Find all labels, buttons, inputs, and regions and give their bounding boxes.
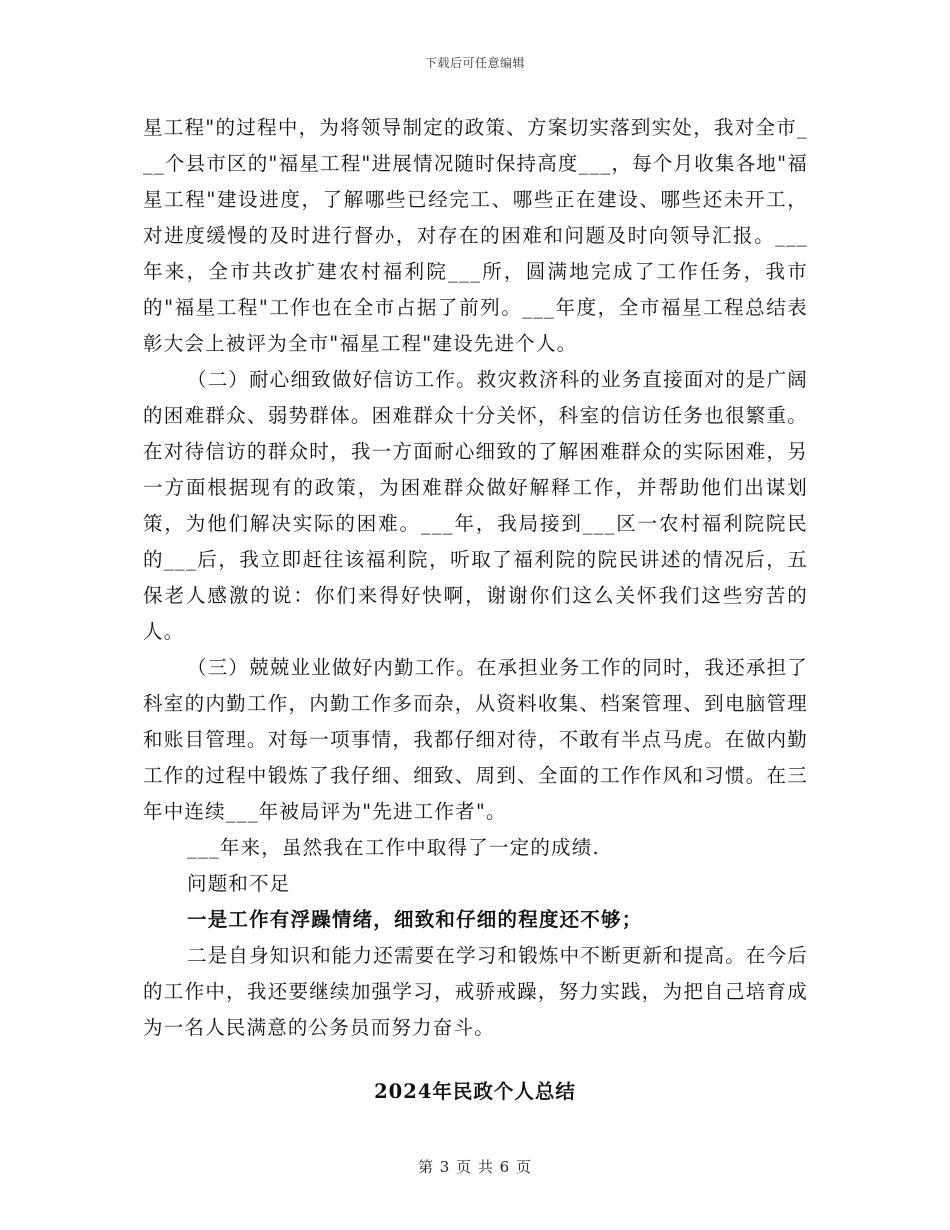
page-number: 第 3 页 共 6 页 [418,1158,532,1176]
paragraph-petition-work: （二）耐心细致做好信访工作。救灾救济科的业务直接面对的是广阔的困难群众、弱势群体。困难群众十分关怀，科室的信访任务也很繁重。在对待信访的群众时，我一方面耐心细致的了解困难群众的实际困难，另一方面根据现有的政策，为困难群众做好解释工作，并帮助他们出谋划策，为他们解决实际的困难。___年，我局接到___区一农村福利院院民的___后，我立即赶往该福利院，听取了福利院的院民讲述的情况后，五保老人感激的说：你们来得好快啊，谢谢你们这么关怀我们这些穷苦的人。 [143,368,809,643]
paragraph-problems-heading: 问题和不足 [187,872,291,895]
paragraph-internal-work: （三）兢兢业业做好内勤工作。在承担业务工作的同时，我还承担了科室的内勤工作，内勤工作多而杂，从资料收集、档案管理、到电脑管理和账目管理。对每一项事情，我都仔细对待，不敢有半点马虎。在做内勤工作的过程中锻炼了我仔细、细致、周到、全面的工作作风和习惯。在三年中连续___年被局评为"先进工作者"。 [143,656,809,823]
page-header: 下载后可任意编辑 [424,56,525,70]
paragraph-achievement: ___年来，虽然我在工作中取得了一定的成绩. [187,836,600,859]
paragraph-problem-two: 二是自身知识和能力还需要在学习和锻炼中不断更新和提高。在今后的工作中，我还要继续加强学习，戒骄戒躁，努力实践，为把自己培育成为一名人民满意的公务员而努力奋斗。 [143,944,809,1039]
next-section-title: 2024年民政个人总结 [374,1080,576,1103]
document-body [143,110,808,1046]
paragraph-problem-one: 一是工作有浮躁情绪，细致和仔细的程度还不够； [187,908,643,931]
paragraph-fuxing-project: 星工程"的过程中，为将领导制定的政策、方案切实落到实处，我对全市___个县市区的"福星工程"进展情况随时保持高度___，每个月收集各地"福星工程"建设进度，了解哪些已经完工、哪些正在建设、哪些还未开工，对进度缓慢的及时进行督办，对存在的困难和问题及时向领导汇报。___年来，全市共改扩建农村福利院___所，圆满地完成了工作任务，我市的"福星工程"工作也在全市占据了前列。___年度，全市福星工程总结表彰大会上被评为全市"福星工程"建设先进个人。 [143,116,808,355]
